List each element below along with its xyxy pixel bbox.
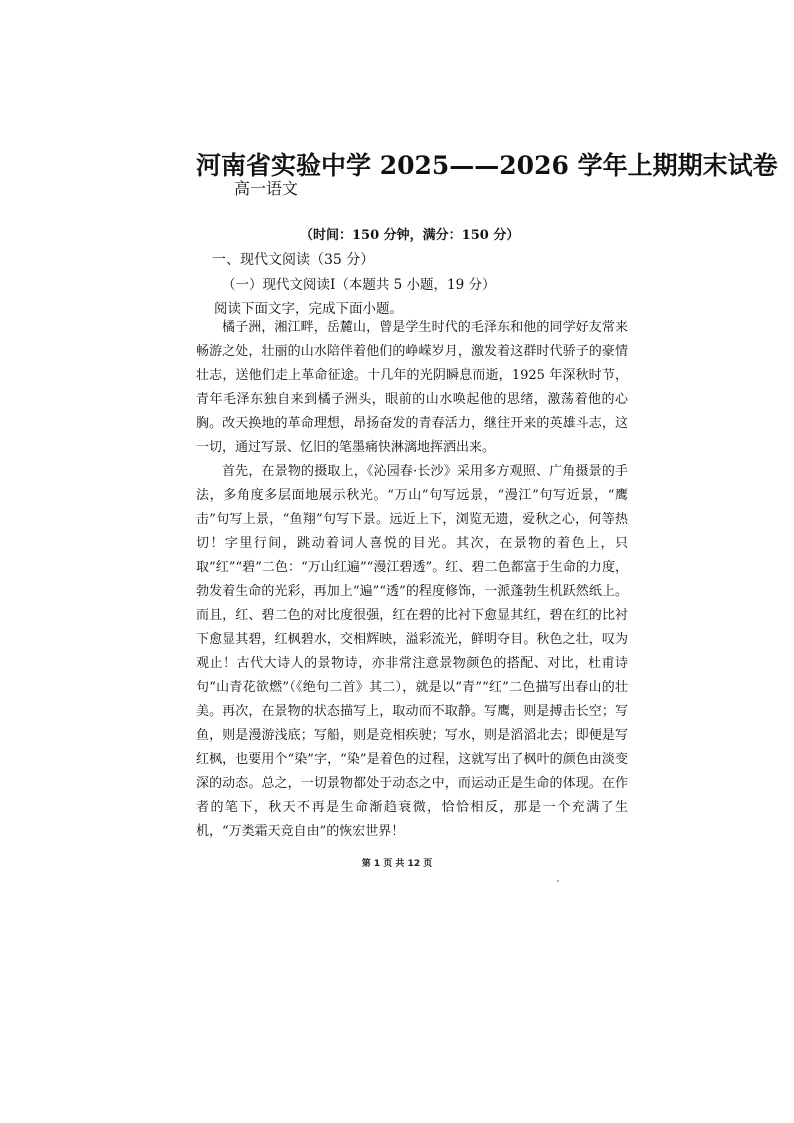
- scan-speck: [557, 880, 559, 882]
- exam-title: 河南省实验中学 2025——2026 学年上期期末试卷: [196, 151, 778, 180]
- passage-paragraph-2: 首先，在景物的摄取上，《沁园春·长沙》采用多方观照、广角摄景的手法，多角度多层面地展示秋光。“万山”句写远景，“漫江”句写近景，“鹰击”句写上景，“鱼翔”句写下景。远近上下，浏览无遗，爱秋之心，何等热切！字里行间，跳动着词人喜悦的目光。其次，在景物的着色上，只取“红”“碧”二色：“万山红遍”“漫江碧透”。红、碧二色都富于生命的力度，勃发着生命的光彩，再加上“遍”“透”的程度修饰，一派蓬勃生机跃然纸上。而且，红、碧二色的对比度很强，红在碧的比衬下愈显其红，碧在红的比衬下愈显其碧，红枫碧水，交相辉映，溢彩流光，鲜明夺目。秋色之壮，叹为观止！古代大诗人的景物诗，亦非常注意景物颜色的搭配、对比，杜甫诗句“山青花欲燃”（《绝句二首》其二），就是以“青”“红”二色描写出春山的壮美。再次，在景物的状态描写上，取动而不取静。写鹰，则是搏击长空；写鱼，则是漫游浅底；写船，则是竞相疾驶；写水，则是滔滔北去；即便是写红枫，也要用个“染”字，“染”是着色的过程，这就写出了枫叶的颜色由淡变深的动态。总之，一切景物都处于动态之中，而运动正是生命的体现。在作者的笔下，秋天不再是生命渐趋衰微，恰恰相反，那是一个充满了生机，“万类霜天竞自由”的恢宏世界！: [196, 464, 628, 839]
- reading-instruction: 阅读下面文字，完成下面小题。: [214, 301, 403, 317]
- subject-label: 高一语文: [234, 179, 299, 198]
- reading-passage: [196, 316, 628, 844]
- page-number: 第 1 页 共 12 页: [361, 859, 433, 869]
- section-heading: 一、现代文阅读（35 分）: [212, 252, 375, 268]
- time-score-info: （时间：150 分钟，满分：150 分）: [300, 228, 520, 243]
- subsection-heading: （一）现代文阅读Ⅰ（本题共 5 小题，19 分）: [222, 277, 496, 293]
- passage-paragraph-1: 橘子洲，湘江畔，岳麓山，曾是学生时代的毛泽东和他的同学好友常来畅游之处，壮丽的山水陪伴着他们的峥嵘岁月，激发着这群时代骄子的豪情壮志，送他们走上革命征途。十几年的光阴瞬息而逝，1925 年深秋时节，青年毛泽东独自来到橘子洲头，眼前的山水唤起他的思绪，激荡着他的心胸。改天换地的革命理想，昂扬奋发的青春活力，继往开来的英雄斗志，这一切，通过写景、忆旧的笔墨痛快淋漓地挥洒出来。: [196, 320, 628, 455]
